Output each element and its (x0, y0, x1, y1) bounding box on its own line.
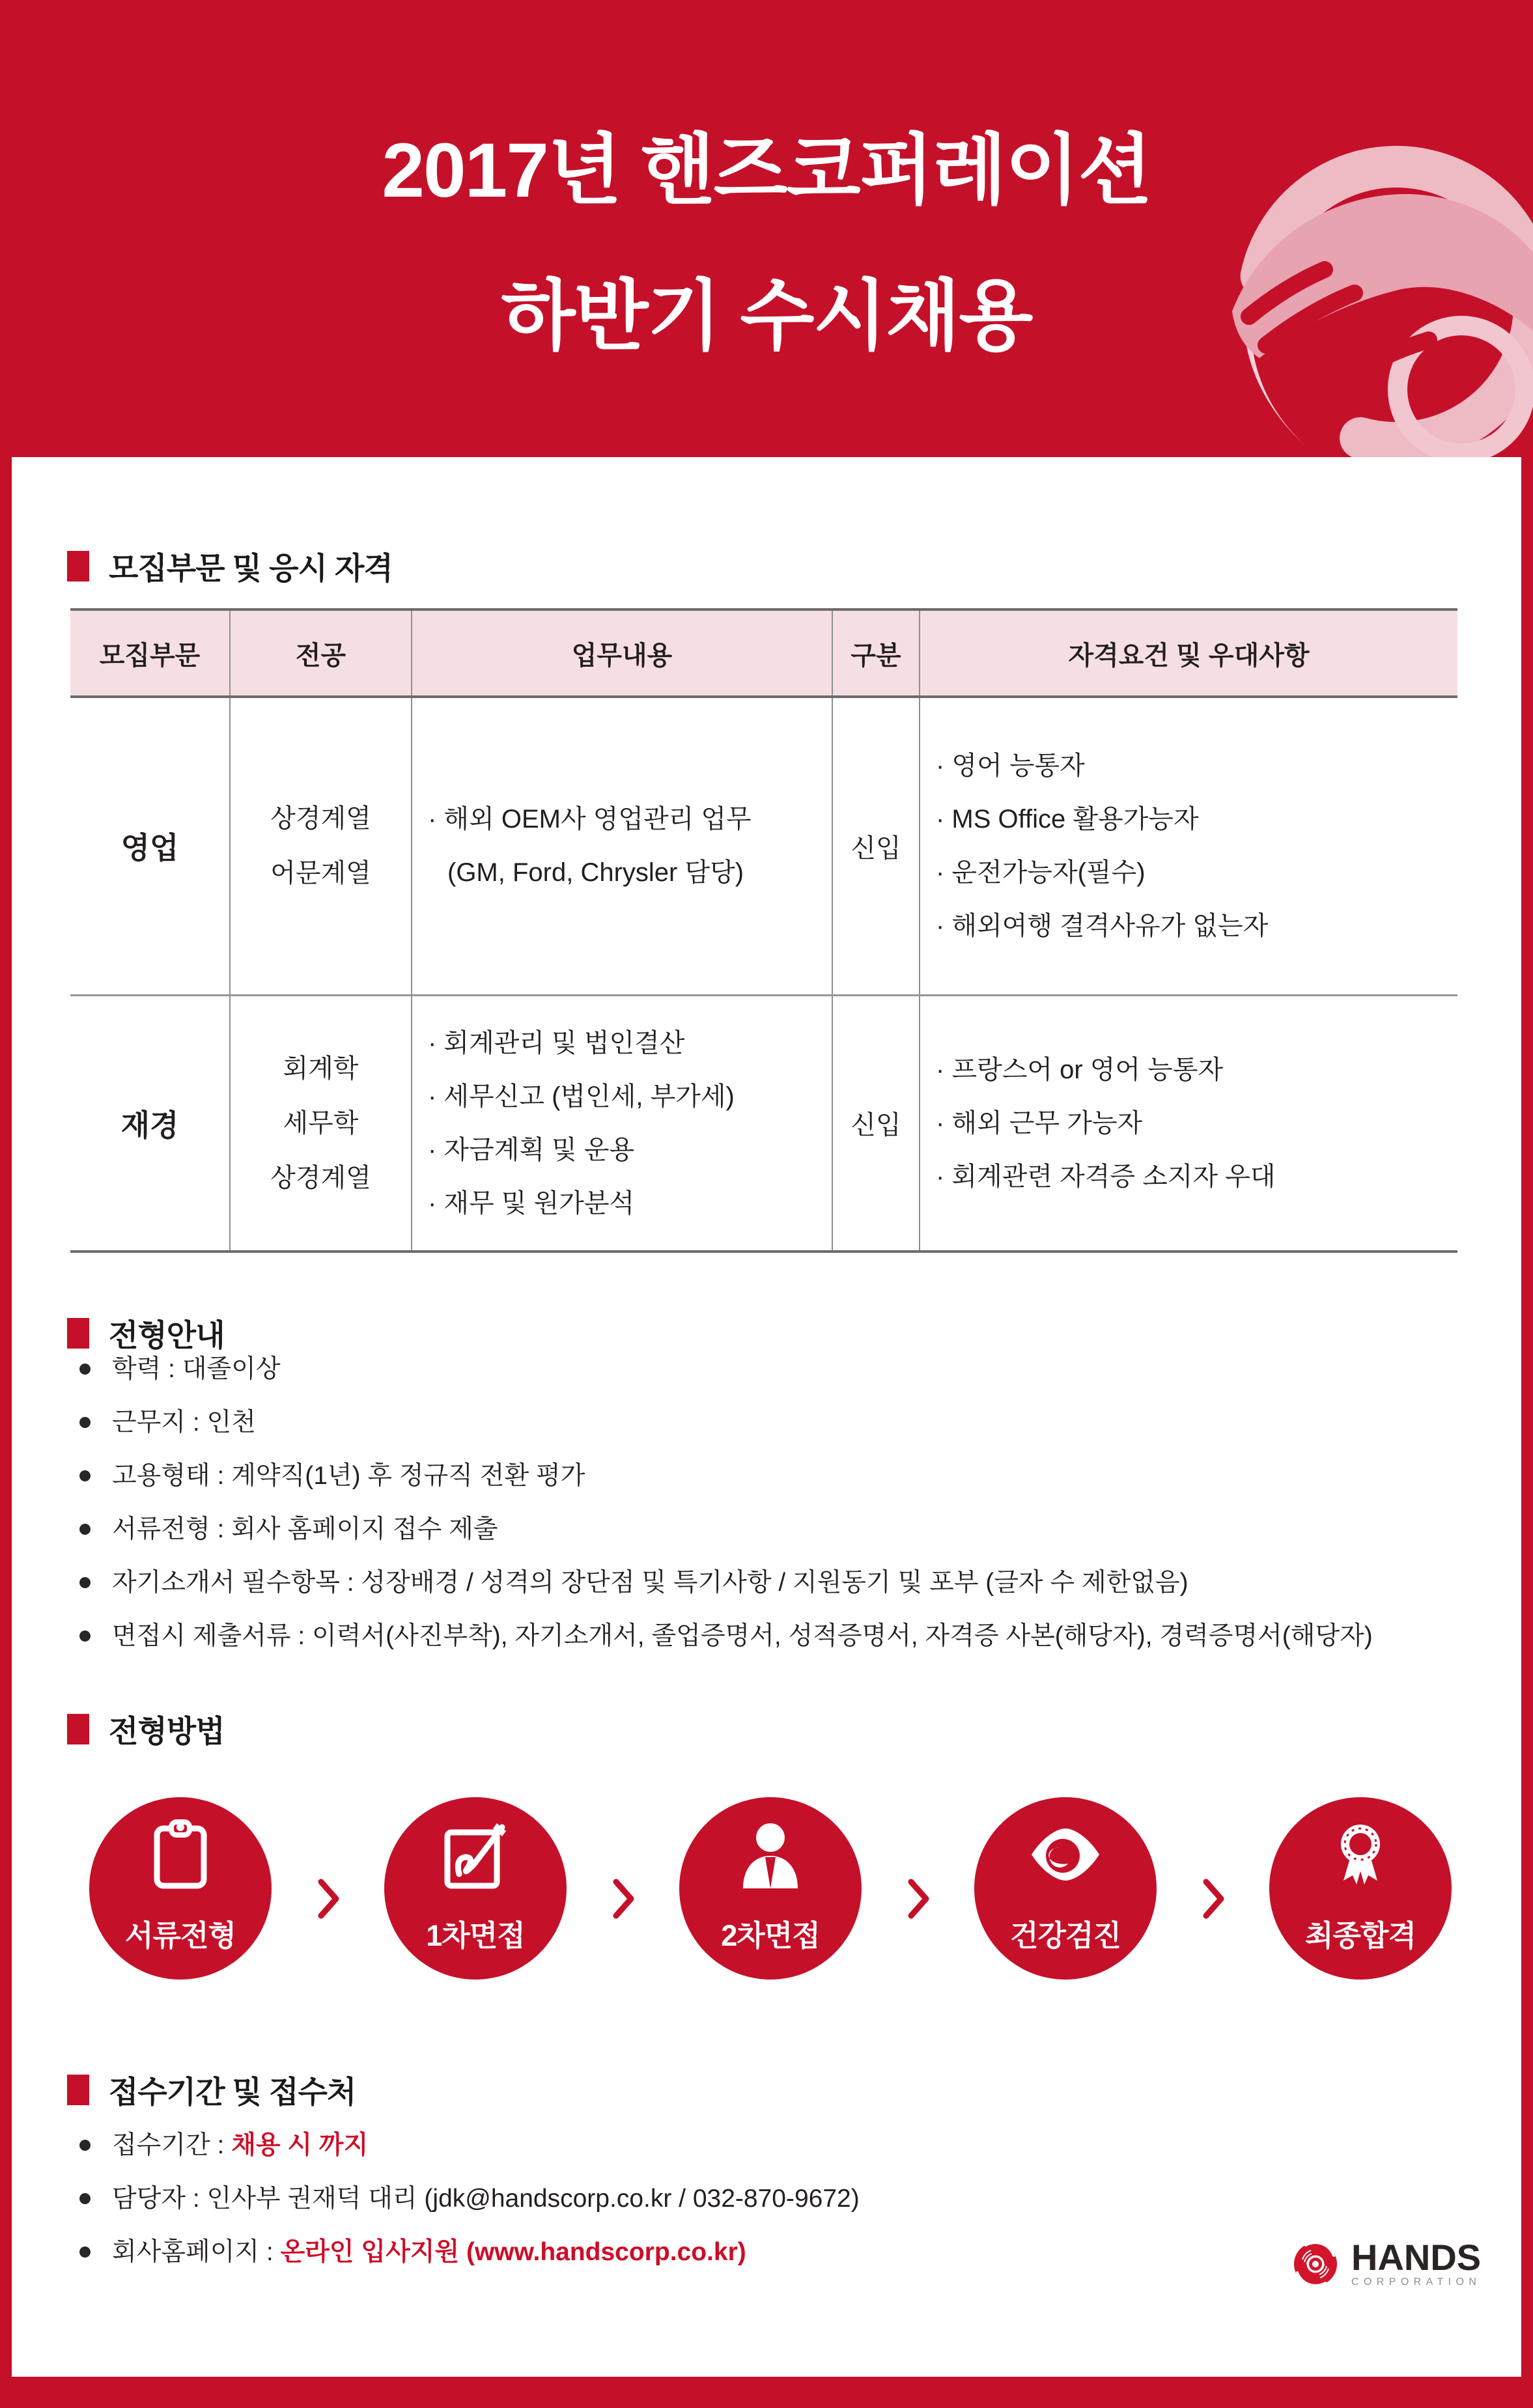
cell-quals (920, 995, 1457, 1252)
section-title: 모집부문 및 응시 자격 (109, 551, 393, 585)
clipboard-icon (89, 1818, 272, 1894)
chevron-right-icon (611, 1877, 637, 1920)
duty-line: · 세무신고 (법인세, 부가세) (428, 1082, 735, 1111)
process-step-first-interview (384, 1797, 567, 1980)
major-line: 어문계열 (270, 859, 371, 888)
table-row (70, 995, 1457, 1252)
apply-period-value: 채용 시 까지 (231, 2131, 369, 2159)
duty-line: · 재무 및 원가분석 (428, 1188, 635, 1218)
qual-line: · 해외여행 결격사유가 없는자 (936, 912, 1269, 941)
cell-quals (920, 697, 1457, 995)
apply-homepage-value: 온라인 입사지원 (www.handscorp.co.kr) (280, 2238, 746, 2266)
list-item: 면접시 제출서류 : 이력서(사진부착), 자기소개서, 졸업증명서, 성적증명서, 자격증 사본(해당자), 경력증명서(해당자) (78, 1610, 1373, 1663)
page-title-line1: 2017년 핸즈코퍼레이션 (382, 128, 1151, 214)
cell-dept: 재경 (120, 1108, 179, 1142)
apply-homepage-label: 회사홈페이지 : (112, 2238, 281, 2266)
process-step-label: 최종합격 (1305, 1919, 1416, 1952)
chevron-right-icon (316, 1877, 342, 1920)
process-step-label: 건강검진 (1010, 1919, 1121, 1952)
page-title (0, 98, 1533, 389)
eye-icon (974, 1818, 1157, 1894)
col-header-quals: 자격요건 및 우대사항 (920, 609, 1457, 697)
list-item (78, 2226, 860, 2279)
cell-major (230, 697, 412, 995)
logo-subtitle: CORPORATION (1351, 2276, 1482, 2288)
list-item (78, 2119, 860, 2172)
apply-list (78, 2119, 860, 2279)
qual-line: · 회계관련 자격증 소지자 우대 (936, 1162, 1276, 1191)
cell-duties (412, 697, 832, 995)
recruit-table (70, 608, 1457, 1253)
cell-grade: 신입 (832, 995, 920, 1252)
table-header-row (70, 609, 1457, 697)
major-line: 회계학 (283, 1054, 359, 1083)
section-process-heading (67, 1707, 225, 1751)
cell-grade: 신입 (832, 697, 920, 995)
logo-text (1351, 2236, 1482, 2288)
qual-line: · MS Office 활용가능자 (936, 805, 1199, 834)
section-title: 접수기간 및 접수처 (109, 2075, 356, 2109)
guide-list (78, 1343, 1373, 1663)
logo-name: HANDS (1351, 2236, 1482, 2278)
page-title-line2: 하반기 수시채용 (501, 273, 1032, 359)
duty-line: (GM, Ford, Chrysler 담당) (447, 858, 744, 888)
process-step-second-interview (679, 1797, 862, 1980)
table-row (70, 697, 1457, 995)
list-item (78, 2172, 860, 2226)
pen-check-icon (384, 1818, 567, 1894)
col-header-grade: 구분 (832, 609, 920, 697)
cell-duties (412, 995, 832, 1252)
major-line: 상경계열 (270, 1163, 371, 1192)
col-header-dept: 모집부문 (70, 609, 230, 697)
cell-major (230, 995, 412, 1252)
apply-period-label: 접수기간 : (112, 2131, 232, 2159)
major-line: 상경계열 (270, 804, 371, 833)
qual-line: · 운전가능자(필수) (936, 858, 1146, 888)
duty-line: · 회계관리 및 법인결산 (428, 1028, 685, 1057)
major-line: 세무학 (283, 1108, 359, 1138)
hands-logo-mark (1291, 2240, 1340, 2288)
section-title: 전형안내 (109, 1318, 225, 1352)
hands-logo (1291, 2236, 1482, 2288)
process-step-label: 1차면접 (426, 1919, 525, 1952)
col-header-duties: 업무내용 (412, 609, 832, 697)
section-marker (67, 1714, 89, 1744)
section-recruit-heading (67, 544, 393, 588)
qual-line: · 해외 근무 가능자 (936, 1108, 1143, 1138)
section-marker (67, 551, 89, 581)
list-item: 학력 : 대졸이상 (78, 1343, 1373, 1396)
chevron-right-icon (1201, 1877, 1227, 1920)
section-marker (67, 2075, 89, 2105)
process-step-document-screening (89, 1797, 272, 1980)
list-item: 근무지 : 인천 (78, 1396, 1373, 1449)
qual-line: · 프랑스어 or 영어 능통자 (936, 1055, 1224, 1084)
col-header-major: 전공 (230, 609, 412, 697)
process-step-label: 서류전형 (125, 1919, 236, 1952)
section-apply-heading (67, 2068, 356, 2112)
apply-contact: 담당자 : 인사부 권재덕 대리 (jdk@handscorp.co.kr / 032-870-9672) (112, 2185, 860, 2213)
list-item: 자기소개서 필수항목 : 성장배경 / 성격의 장단점 및 특기사항 / 지원동기 및 포부 (글자 수 제한없음) (78, 1556, 1373, 1610)
cell-dept: 영업 (120, 831, 179, 865)
process-step-final-pass (1269, 1797, 1452, 1980)
section-title: 전형방법 (109, 1714, 225, 1748)
duty-line: · 해외 OEM사 영업관리 업무 (428, 805, 752, 834)
qual-line: · 영어 능통자 (936, 751, 1085, 781)
list-item: 고용형태 : 계약직(1년) 후 정규직 전환 평가 (78, 1449, 1373, 1503)
medal-icon (1269, 1818, 1452, 1894)
list-item: 서류전형 : 회사 홈페이지 접수 제출 (78, 1503, 1373, 1556)
process-step-health-check (974, 1797, 1157, 1980)
person-icon (679, 1818, 862, 1894)
duty-line: · 자금계획 및 운용 (428, 1135, 635, 1164)
process-step-label: 2차면접 (721, 1919, 820, 1952)
chevron-right-icon (906, 1877, 932, 1920)
